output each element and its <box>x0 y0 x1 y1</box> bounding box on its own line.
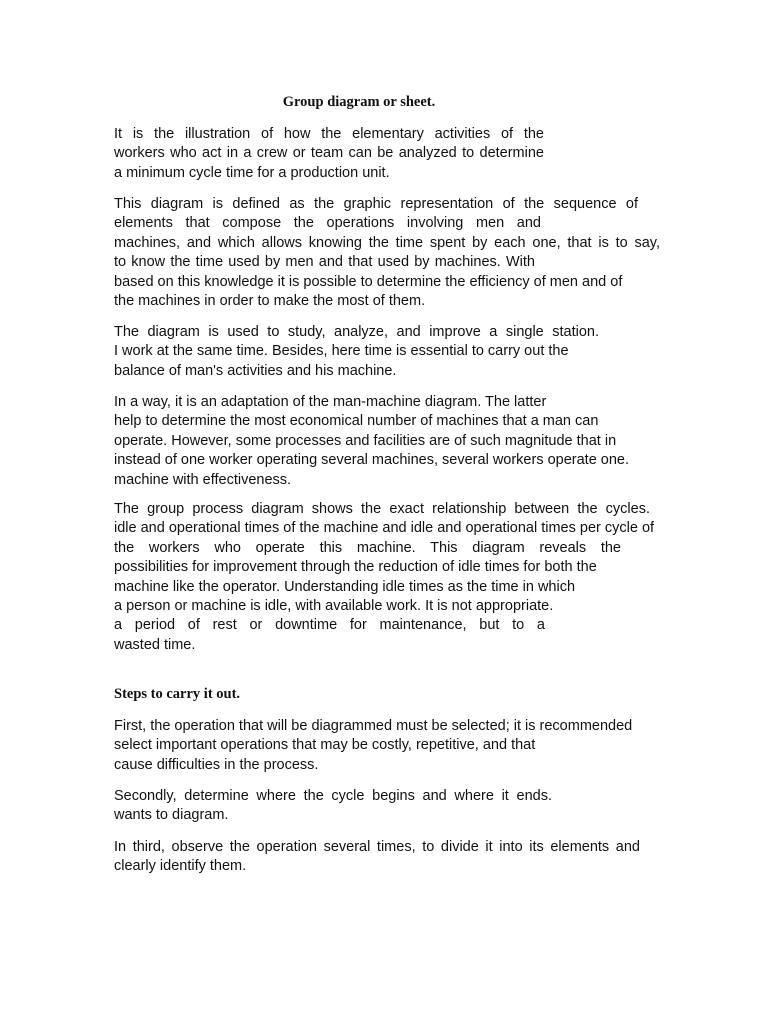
paragraph-line: In a way, it is an adaptation of the man-machine diagram. The latter <box>114 394 547 410</box>
step-select-operation <box>114 717 654 775</box>
paragraph-line: This diagram is defined as the graphic representation of the sequence of <box>114 196 638 212</box>
paragraph-line: clearly identify them. <box>114 858 247 875</box>
paragraph-line: to know the time used by men and that used by machines. With <box>114 254 535 271</box>
paragraph-line: machine with effectiveness. <box>114 471 292 488</box>
paragraph-line: wasted time. <box>114 636 196 653</box>
paragraph-line: machine like the operator. Understanding idle times as the time in which <box>114 578 576 595</box>
paragraph-graphic-representation <box>114 195 660 311</box>
steps-heading: Steps to carry it out. <box>114 686 241 702</box>
paragraph-line: instead of one worker operating several machines, several workers operate one. <box>114 452 630 469</box>
paragraph-line: I work at the same time. Besides, here time is essential to carry out the <box>114 343 569 360</box>
step-observe-operation <box>114 838 654 877</box>
paragraph-line: The diagram is used to study, analyze, and improve a single station. <box>114 324 599 340</box>
paragraph-line: machines, and which allows knowing the time spent by each one, that is to say, <box>114 234 660 251</box>
paragraph-line: workers who act in a crew or team can be analyzed to determine <box>114 145 544 162</box>
paragraph-line: The group process diagram shows the exact relationship between the cycles. <box>114 501 650 517</box>
paragraph-single-station <box>114 323 614 381</box>
paragraph-line: In third, observe the operation several times, to divide it into its elements and <box>114 839 640 855</box>
paragraph-line: elements that compose the operations involving men and <box>114 215 541 232</box>
paragraph-line: idle and operational times of the machine and idle and operational times per cycle of <box>114 520 655 537</box>
paragraph-line: a minimum cycle time for a production unit. <box>114 164 390 181</box>
paragraph-line: First, the operation that will be diagrammed must be selected; it is recommended <box>114 718 633 734</box>
paragraph-line: the workers who operate this machine. This diagram reveals the <box>114 539 621 556</box>
paragraph-line: a person or machine is idle, with available work. It is not appropriate. <box>114 597 554 614</box>
step-determine-cycle <box>114 787 574 826</box>
paragraph-line: possibilities for improvement through the reduction of idle times for both the <box>114 559 597 576</box>
paragraph-line: help to determine the most economical number of machines that a man can <box>114 413 599 430</box>
paragraph-line: wants to diagram. <box>114 807 229 824</box>
paragraph-line: cause difficulties in the process. <box>114 756 319 773</box>
document-title: Group diagram or sheet. <box>282 94 436 110</box>
paragraph-line: operate. However, some processes and facilities are of such magnitude that in <box>114 432 617 449</box>
paragraph-line: based on this knowledge it is possible to determine the efficiency of men and of <box>114 273 623 290</box>
paragraph-group-process <box>114 500 658 655</box>
paragraph-line: a period of rest or downtime for maintenance, but to a <box>114 617 545 634</box>
paragraph-definition <box>114 125 544 183</box>
paragraph-line: Secondly, determine where the cycle begins and where it ends. <box>114 788 552 804</box>
paragraph-line: It is the illustration of how the elementary activities of the <box>114 126 544 142</box>
paragraph-line: the machines in order to make the most of them. <box>114 292 426 309</box>
paragraph-line: balance of man's activities and his machine. <box>114 362 397 379</box>
paragraph-man-machine <box>114 393 654 490</box>
paragraph-line: select important operations that may be costly, repetitive, and that <box>114 737 536 754</box>
